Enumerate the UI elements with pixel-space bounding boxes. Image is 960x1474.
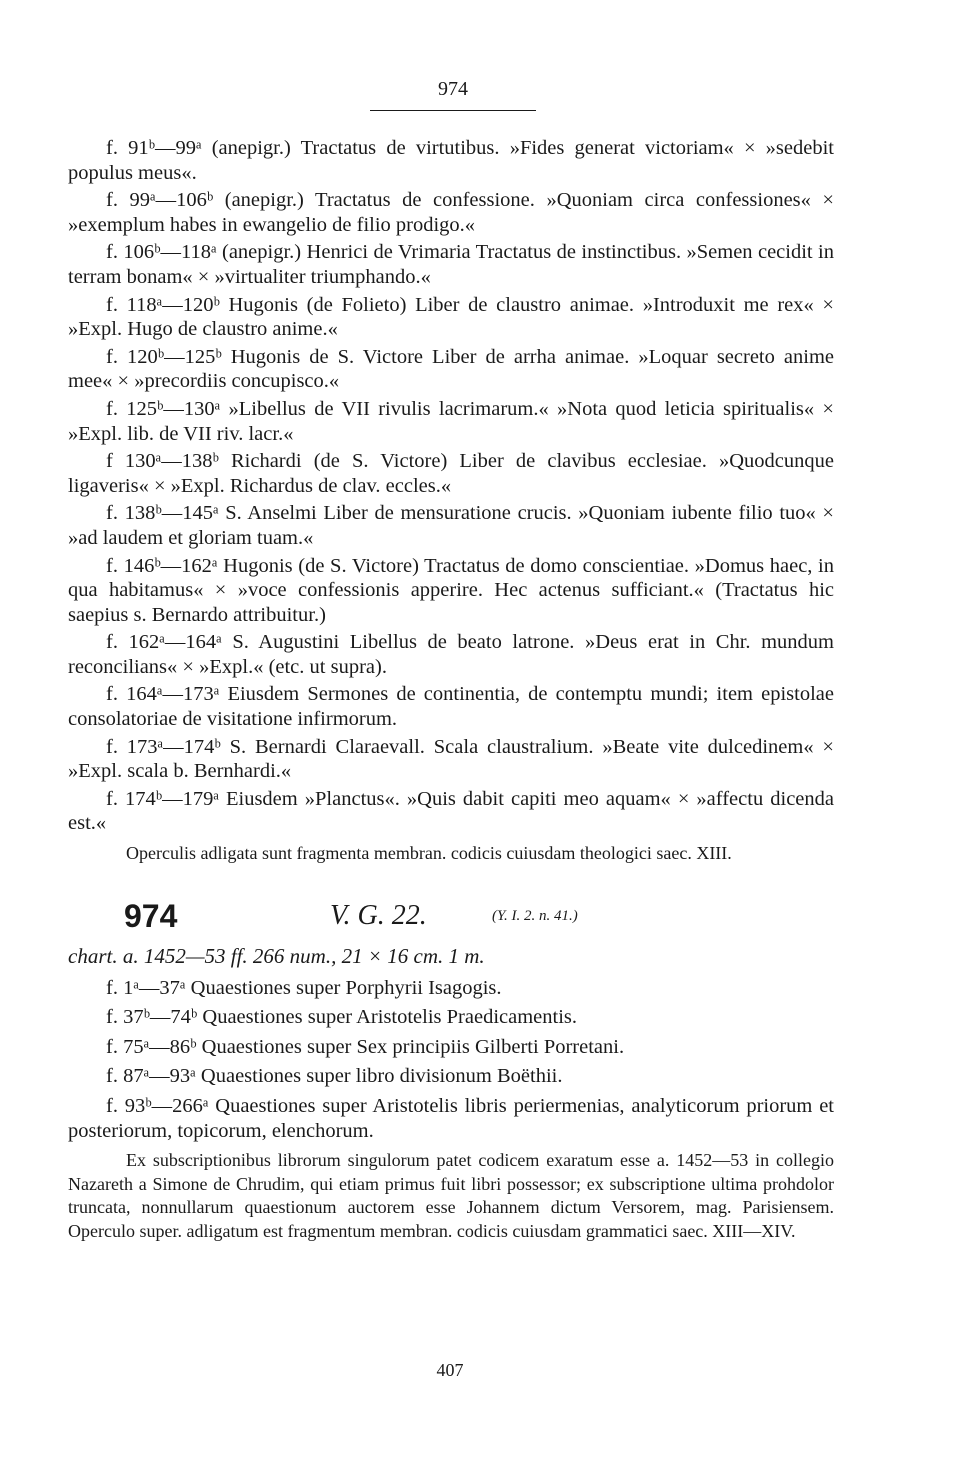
folio-entry: f. 118ᵃ—120ᵇ Hugonis (de Folieto) Liber de claustro animae. »Introduxit me rex« × »Expl. Hugo de claustro anime.«: [68, 293, 834, 341]
page-number: 407: [436, 1360, 464, 1380]
folio-entry: f. 174ᵇ—179ᵃ Eiusdem »Planctus«. »Quis dabit capiti meo aquam« × »affectu dicenda est.«: [68, 787, 834, 835]
folio-entry: f. 146ᵇ—162ᵃ Hugonis (de S. Victore) Tractatus de domo conscientiae. »Domus haec, in qua habitamus« × »voce confessionis apperire. Hec actenus sufficiant.« (Tractatus hic saepius s. Bernardo attribuitur.): [68, 554, 834, 626]
folio-entry: f 130ᵃ—138ᵇ Richardi (de S. Victore) Liber de clavibus ecclesiae. »Quodcunque ligaveris« × »Expl. Richardus de clav. eccles.«: [68, 450, 834, 497]
colophon-note: Ex subscriptionibus librorum singulorum patet codicem exaratum esse a. 1452—53 in collegio Nazareth a Simone de Chrudim, qui etiam primus fuit libri possessor; ex subscriptione ultima prohdolor truncata, nonnullarum quaestionum auctorem esse Johannem dictum Versorem, mag. Parisiensem. Operculo super. adligatum est fragmentum membran. codicis cuiusdam grammatici saec. XIII—XIV.: [68, 1150, 834, 1241]
manuscript-heading: [68, 898, 834, 938]
folio-entry: f. 106ᵇ—118ᵃ (anepigr.) Henrici de Vrimaria Tractatus de instinctibus. »Semen cecidit in terram bonam« × »virtualiter triumphando.«: [68, 241, 834, 288]
binding-note-first: Operculis adligata sunt fragmenta membran. codicis cuiusdam theologici saec. XIII.: [126, 843, 732, 864]
running-head: 974: [438, 78, 468, 100]
folio-entry: f. 162ᵃ—164ᵃ S. Augustini Libellus de beato latrone. »Deus erat in Chr. mundum reconcilians« × »Expl.« (etc. ut supra).: [68, 631, 834, 678]
folio-entry: f. 91ᵇ—99ᵃ (anepigr.) Tractatus de virtutibus. »Fides generat victoriam« × »sedebit populus meus«.: [68, 137, 834, 184]
folio-entries-first: [68, 136, 834, 836]
folio-entry: f. 93ᵇ—266ᵃ Quaestiones super Aristotelis libris periermenias, analyticorum priorum et posteriorum, topicorum, elenchorum.: [68, 1094, 834, 1142]
folio-entries-second: [68, 976, 834, 1144]
folio-entry: f. 120ᵇ—125ᵇ Hugonis de S. Victore Liber de arrha animae. »Loquar secreto anime mee« × »precordiis concupisco.«: [68, 345, 834, 393]
folio-entry: f. 138ᵇ—145ᵃ S. Anselmi Liber de mensuratione crucis. »Quoniam iubente filio tuo« × »ad laudem et gloriam tuam.«: [68, 502, 834, 549]
shelfmark: V. G. 22.: [330, 899, 427, 931]
folio-entry: f. 173ᵃ—174ᵇ S. Bernardi Claraevall. Scala claustralium. »Beate vite dulcedinem« × »Expl. scala b. Bernhardi.«: [68, 735, 834, 783]
manuscript-description: chart. a. 1452—53 ff. 266 num., 21 × 16 cm. 1 m.: [68, 943, 485, 968]
folio-entry: f. 75ᵃ—86ᵇ Quaestiones super Sex principiis Gilberti Porretani.: [106, 1035, 625, 1058]
folio-entry: f. 125ᵇ—130ᵃ »Libellus de VII rivulis lacrimarum.« »Nota quod leticia spiritualis« × »Expl. lib. de VII riv. lacr.«: [68, 397, 834, 445]
folio-entry: f. 87ᵃ—93ᵃ Quaestiones super libro divisionum Boëthii.: [106, 1065, 563, 1088]
folio-entry: f. 164ᵃ—173ᵃ Eiusdem Sermones de continentia, de contemptu mundi; item epistolae consolatoriae de visitatione infirmorum.: [68, 683, 834, 731]
folio-entry: f. 37ᵇ—74ᵇ Quaestiones super Aristotelis Praedicamentis.: [106, 1006, 578, 1029]
header-rule: [370, 110, 536, 111]
old-shelfmark: (Y. I. 2. n. 41.): [492, 907, 578, 924]
document-body: [68, 136, 834, 1243]
folio-entry: f. 1ᵃ—37ᵃ Quaestiones super Porphyrii Isagogis.: [106, 976, 502, 999]
manuscript-number: 974: [124, 897, 178, 934]
folio-entry: f. 99ᵃ—106ᵇ (anepigr.) Tractatus de confessione. »Quoniam circa confessiones« × »exemplum habes in ewangelio de filio prodigo.«: [68, 189, 834, 236]
